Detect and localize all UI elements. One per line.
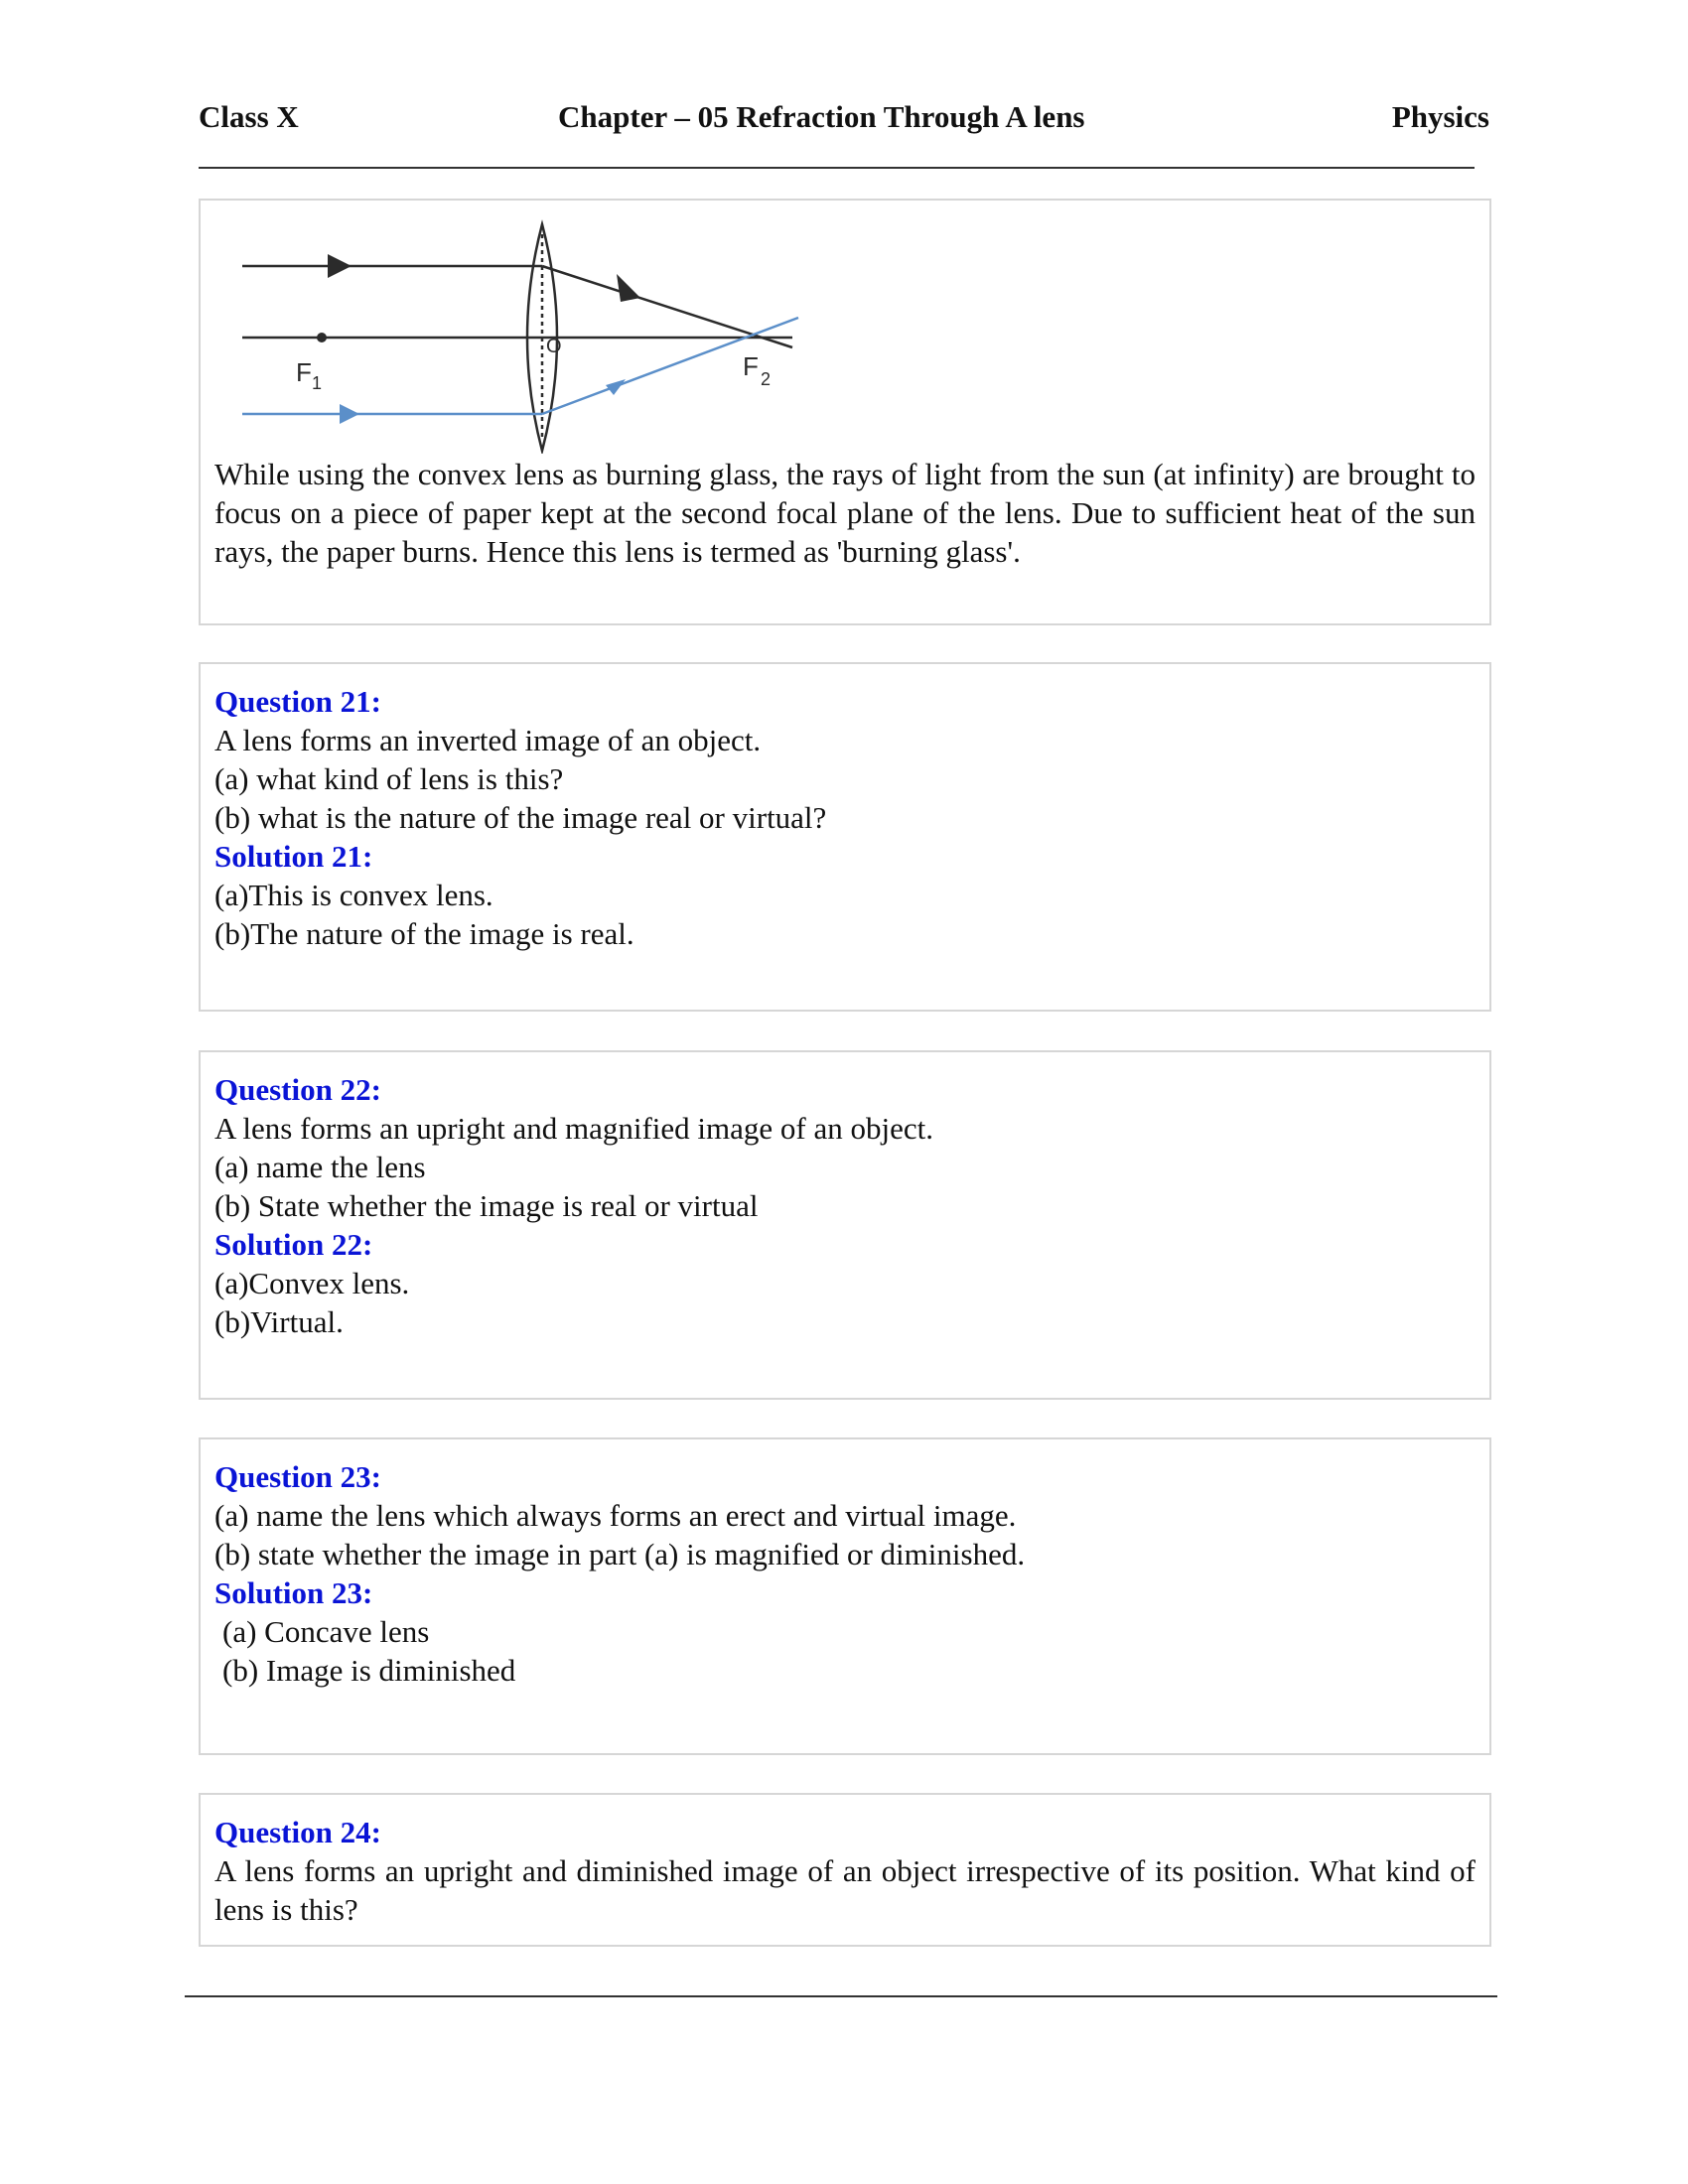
intro-paragraph: While using the convex lens as burning glass, the rays of light from the sun (at infinity) are brought to focus on a piece of paper kept at the second focal plane of the lens. Due to sufficient heat of the sun rays, the paper burns. Hence this lens is termed as 'burning glass'. xyxy=(214,457,1476,569)
label-f1: F xyxy=(296,357,312,387)
solution-23-line-1: (a) Concave lens xyxy=(222,1614,430,1649)
question-21-box xyxy=(199,662,1491,1012)
solution-22-title: Solution 22: xyxy=(214,1227,373,1262)
question-24-box xyxy=(199,1793,1491,1947)
question-22-line-2: (a) name the lens xyxy=(214,1150,426,1184)
question-24-text: A lens forms an upright and diminished image of an object irrespective of its position. What kind of lens is this? xyxy=(214,1853,1476,1927)
question-24-title: Question 24: xyxy=(214,1815,381,1849)
question-21-line-1: A lens forms an inverted image of an object. xyxy=(214,723,762,757)
question-22-title: Question 22: xyxy=(214,1072,381,1107)
question-23-line-1: (a) name the lens which always forms an erect and virtual image. xyxy=(214,1498,1017,1533)
chapter-title: Chapter – 05 Refraction Through A lens xyxy=(558,99,1085,134)
solution-21-line-1: (a)This is convex lens. xyxy=(214,878,493,912)
header-divider xyxy=(199,167,1475,169)
page-header xyxy=(199,99,1489,145)
ray-top-refracted-arrow xyxy=(617,274,640,302)
label-f2-sub: 2 xyxy=(761,369,772,389)
solution-23-line-2: (b) Image is diminished xyxy=(222,1653,516,1688)
ray-bottom-refracted xyxy=(542,318,798,414)
footer-divider xyxy=(185,1995,1497,1997)
question-22-box xyxy=(199,1050,1491,1400)
intro-box xyxy=(199,199,1491,625)
solution-21-title: Solution 21: xyxy=(214,839,373,874)
focal-point-f1 xyxy=(317,333,327,342)
solution-22-line-2: (b)Virtual. xyxy=(214,1304,344,1339)
ray-bottom-refracted-arrow xyxy=(606,379,626,395)
solution-21-line-2: (b)The nature of the image is real. xyxy=(214,916,634,951)
solution-23-title: Solution 23: xyxy=(214,1575,373,1610)
solution-22-line-1: (a)Convex lens. xyxy=(214,1266,410,1300)
label-f1-sub: 1 xyxy=(312,373,323,393)
question-22-line-1: A lens forms an upright and magnified image of an object. xyxy=(214,1111,934,1146)
question-22-line-3: (b) State whether the image is real or virtual xyxy=(214,1188,759,1223)
question-21-title: Question 21: xyxy=(214,684,381,719)
subject-label: Physics xyxy=(1391,99,1489,134)
question-23-line-2: (b) state whether the image in part (a) is magnified or diminished. xyxy=(214,1537,1026,1571)
question-21-line-2: (a) what kind of lens is this? xyxy=(214,761,564,796)
question-23-title: Question 23: xyxy=(214,1459,381,1494)
question-21-line-3: (b) what is the nature of the image real or virtual? xyxy=(214,800,827,835)
ray-bottom-arrow xyxy=(340,404,359,424)
class-label: Class X xyxy=(199,99,299,134)
label-o: O xyxy=(546,336,562,357)
convex-lens-diagram xyxy=(236,210,832,454)
label-f2: F xyxy=(743,351,759,381)
ray-top-arrow xyxy=(328,254,352,278)
question-23-box xyxy=(199,1437,1491,1755)
